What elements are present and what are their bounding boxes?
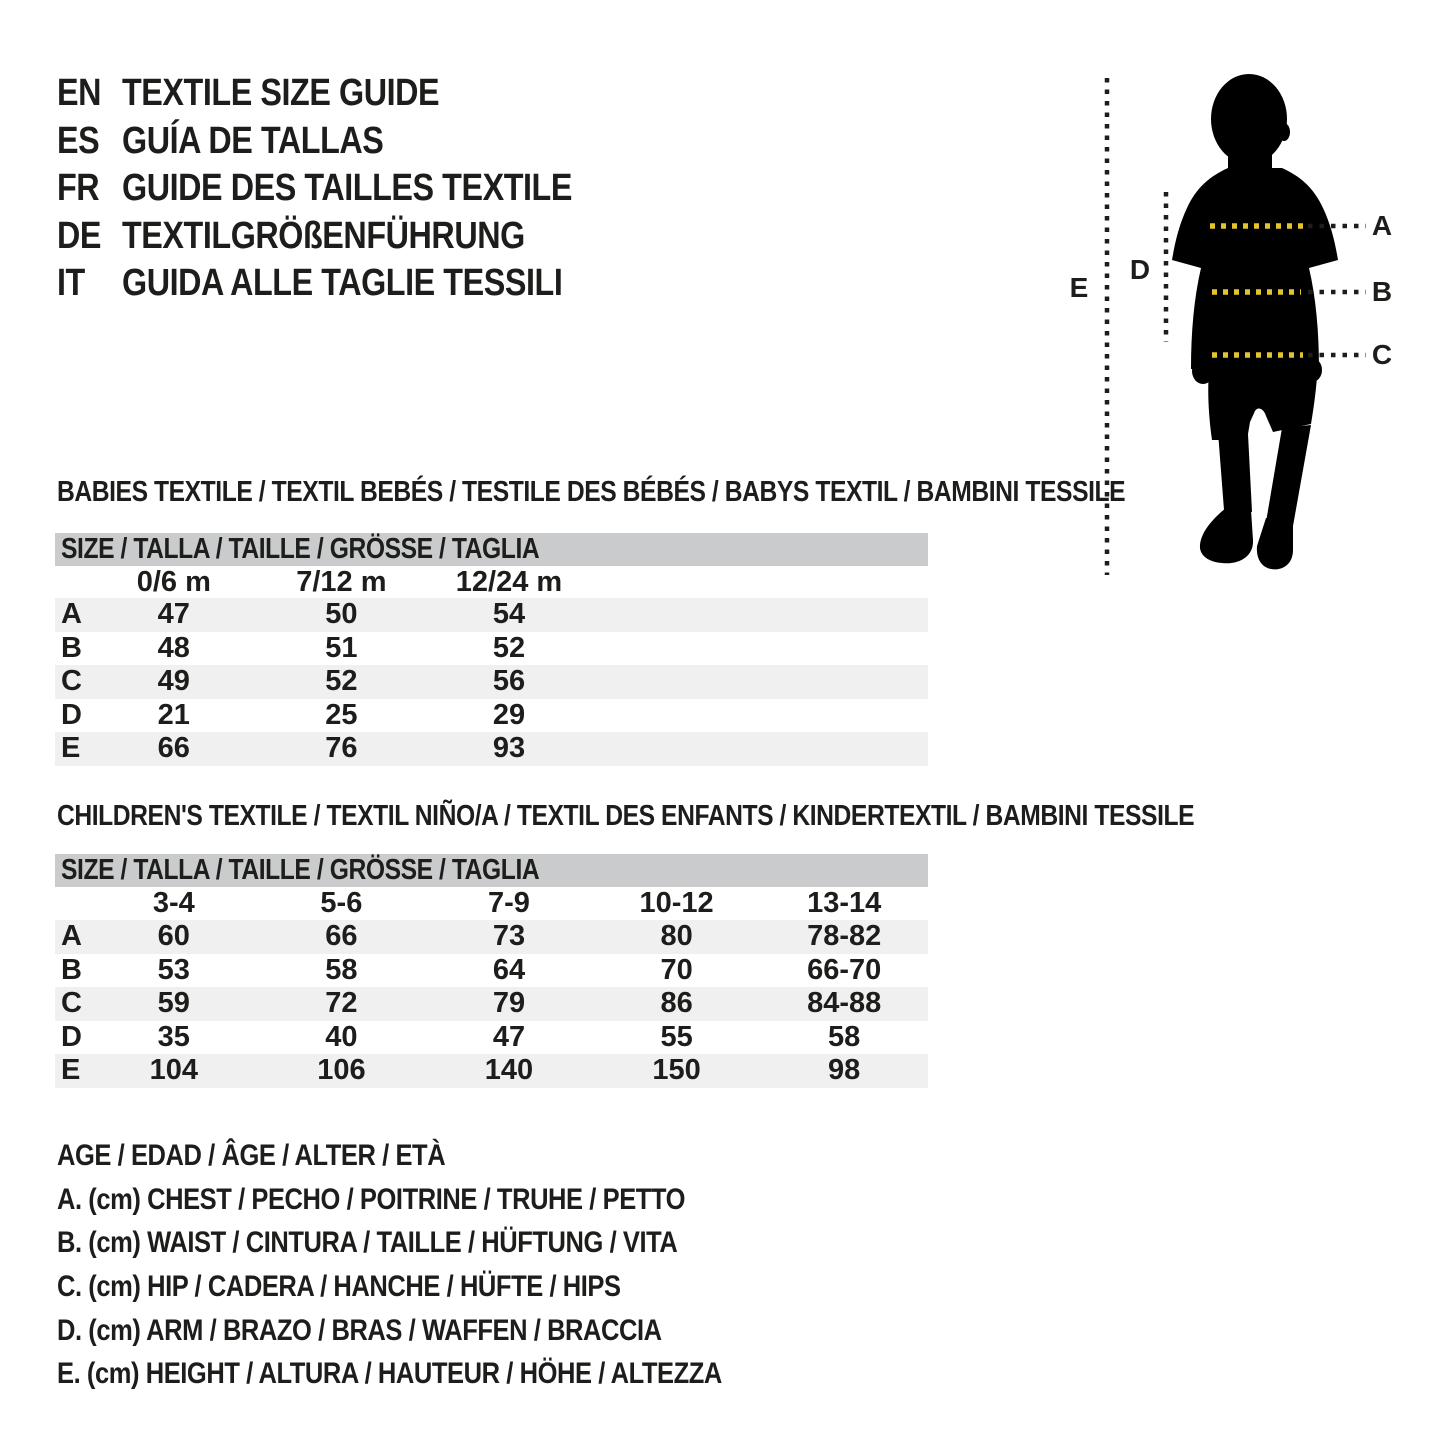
cell-value: 79 xyxy=(492,987,526,1020)
babies-table-row-a xyxy=(55,598,928,632)
guide-title-de: TEXTILGRÖßENFÜHRUNG xyxy=(122,214,525,257)
cell-value: 76 xyxy=(325,732,358,765)
legend-height-line xyxy=(57,1352,839,1396)
cell-value: 40 xyxy=(325,1020,358,1053)
children-table-row-b xyxy=(55,954,928,988)
babies-size-header-text: SIZE / TALLA / TAILLE / GRÖSSE / TAGLIA xyxy=(61,533,540,565)
diagram-label-c: C xyxy=(1371,339,1393,370)
measurement-diagram xyxy=(1060,70,1430,590)
legend-chest-line xyxy=(57,1178,839,1222)
cell-value: 64 xyxy=(492,953,526,986)
header-row-es xyxy=(57,118,651,166)
legend-age-text: AGE / EDAD / ÂGE / ALTER / ETÀ xyxy=(57,1138,446,1172)
cell-value: 52 xyxy=(325,665,358,698)
guide-title-en: TEXTILE SIZE GUIDE xyxy=(122,72,440,115)
children-col-5-6: 5-6 xyxy=(320,887,363,919)
header-row-fr xyxy=(57,165,651,213)
row-label: B xyxy=(61,631,82,664)
cell-value: 52 xyxy=(492,631,526,664)
cell-value: 47 xyxy=(492,1020,526,1053)
babies-table-row-e xyxy=(55,732,928,766)
cell-value: 54 xyxy=(492,598,526,631)
babies-size-table xyxy=(55,533,928,766)
cell-value: 66 xyxy=(325,920,358,953)
cell-value: 150 xyxy=(652,1054,701,1087)
children-size-header-text: SIZE / TALLA / TAILLE / GRÖSSE / TAGLIA xyxy=(61,854,540,886)
children-table-row-c xyxy=(55,987,928,1021)
cell-value: 104 xyxy=(149,1054,198,1087)
cell-value: 58 xyxy=(828,1020,861,1053)
cell-value: 72 xyxy=(325,987,358,1020)
language-code-it: IT xyxy=(57,262,85,305)
legend-hip-line xyxy=(57,1265,839,1309)
cell-value: 80 xyxy=(660,920,693,953)
legend-age-line xyxy=(57,1134,839,1178)
children-table-row-d xyxy=(55,1021,928,1055)
language-code-es: ES xyxy=(57,119,100,162)
language-code-en: EN xyxy=(57,72,102,115)
cell-value: 21 xyxy=(157,698,190,731)
diagram-label-a: A xyxy=(1371,210,1393,241)
language-code-fr: FR xyxy=(57,167,100,210)
legend-height-text: E. (cm) HEIGHT / ALTURA / HAUTEUR / HÖHE / ALTEZZA xyxy=(57,1357,722,1391)
diagram-label-e: E xyxy=(1069,272,1089,303)
cell-value: 50 xyxy=(325,598,358,631)
guide-title-it: GUIDA ALLE TAGLIE TESSILI xyxy=(122,262,563,305)
header-row-en xyxy=(57,70,651,118)
cell-value: 140 xyxy=(484,1054,534,1087)
babies-size-header-bar xyxy=(55,533,928,566)
cell-value: 86 xyxy=(660,987,693,1020)
babies-table-row-d xyxy=(55,699,928,733)
measurement-legend xyxy=(57,1134,839,1396)
header-row-de xyxy=(57,213,651,261)
babies-table-row-c xyxy=(55,665,928,699)
guide-title-fr: GUIDE DES TAILLES TEXTILE xyxy=(122,167,572,210)
row-label: B xyxy=(61,953,82,986)
row-label: D xyxy=(61,698,82,731)
legend-chest-text: A. (cm) CHEST / PECHO / POITRINE / TRUHE / PETTO xyxy=(57,1182,686,1216)
babies-col-12-24m: 12/24 m xyxy=(455,565,563,598)
children-col-13-14: 13-14 xyxy=(807,887,882,919)
cell-value: 49 xyxy=(157,665,190,698)
cell-value: 60 xyxy=(157,920,190,953)
legend-waist-line xyxy=(57,1221,839,1265)
babies-col-0-6m: 0/6 m xyxy=(136,565,211,598)
children-table-row-a xyxy=(55,920,928,954)
children-column-header-row xyxy=(55,887,928,920)
legend-waist-text: B. (cm) WAIST / CINTURA / TAILLE / HÜFTUNG / VITA xyxy=(57,1226,678,1260)
cell-value: 58 xyxy=(325,953,358,986)
cell-value: 48 xyxy=(157,631,190,664)
babies-section-title-text: BABIES TEXTILE / TEXTIL BEBÉS / TESTILE DES BÉBÉS / BABYS TEXTIL / BAMBINI TESSILE xyxy=(57,476,1126,508)
children-size-table xyxy=(55,854,928,1088)
legend-arm-text: D. (cm) ARM / BRAZO / BRAS / WAFFEN / BRACCIA xyxy=(57,1313,662,1347)
babies-column-header-row xyxy=(55,566,928,598)
language-code-de: DE xyxy=(57,214,102,257)
header-row-it xyxy=(57,260,651,308)
language-title-block xyxy=(57,70,651,308)
diagram-label-d: D xyxy=(1129,254,1151,285)
cell-value: 84-88 xyxy=(807,987,882,1020)
children-col-3-4: 3-4 xyxy=(152,887,195,919)
child-silhouette-figure xyxy=(1060,70,1430,590)
cell-value: 93 xyxy=(492,732,526,765)
cell-value: 98 xyxy=(828,1054,861,1087)
row-label: A xyxy=(61,598,82,631)
cell-value: 59 xyxy=(157,987,190,1020)
children-section-title-text: CHILDREN'S TEXTILE / TEXTIL NIÑO/A / TEXTIL DES ENFANTS / KINDERTEXTIL / BAMBINI TESSILE xyxy=(57,800,1195,832)
cell-value: 47 xyxy=(157,598,190,631)
cell-value: 66-70 xyxy=(807,953,882,986)
row-label: D xyxy=(61,1020,82,1053)
cell-value: 55 xyxy=(660,1020,693,1053)
row-label: A xyxy=(61,920,82,953)
children-size-header-bar xyxy=(55,854,928,887)
legend-arm-line xyxy=(57,1309,839,1353)
cell-value: 73 xyxy=(492,920,526,953)
children-col-7-9: 7-9 xyxy=(488,887,530,919)
babies-table-row-b xyxy=(55,632,928,666)
children-table-row-e xyxy=(55,1054,928,1088)
children-section-title xyxy=(57,801,1395,831)
diagram-label-b: B xyxy=(1371,276,1393,307)
cell-value: 53 xyxy=(157,953,190,986)
row-label: E xyxy=(61,1054,81,1087)
cell-value: 51 xyxy=(325,631,358,664)
cell-value: 70 xyxy=(660,953,693,986)
babies-section-title xyxy=(57,477,1314,507)
babies-col-7-12m: 7/12 m xyxy=(296,565,387,598)
cell-value: 78-82 xyxy=(807,920,882,953)
cell-value: 29 xyxy=(492,698,526,731)
guide-title-es: GUÍA DE TALLAS xyxy=(122,119,384,162)
cell-value: 106 xyxy=(317,1054,366,1087)
row-label: C xyxy=(61,987,82,1020)
cell-value: 25 xyxy=(325,698,358,731)
legend-hip-text: C. (cm) HIP / CADERA / HANCHE / HÜFTE / HIPS xyxy=(57,1269,621,1303)
cell-value: 56 xyxy=(492,665,526,698)
row-label: E xyxy=(61,732,81,765)
cell-value: 35 xyxy=(157,1020,190,1053)
cell-value: 66 xyxy=(157,732,190,765)
row-label: C xyxy=(61,665,82,698)
children-col-10-12: 10-12 xyxy=(639,887,714,919)
